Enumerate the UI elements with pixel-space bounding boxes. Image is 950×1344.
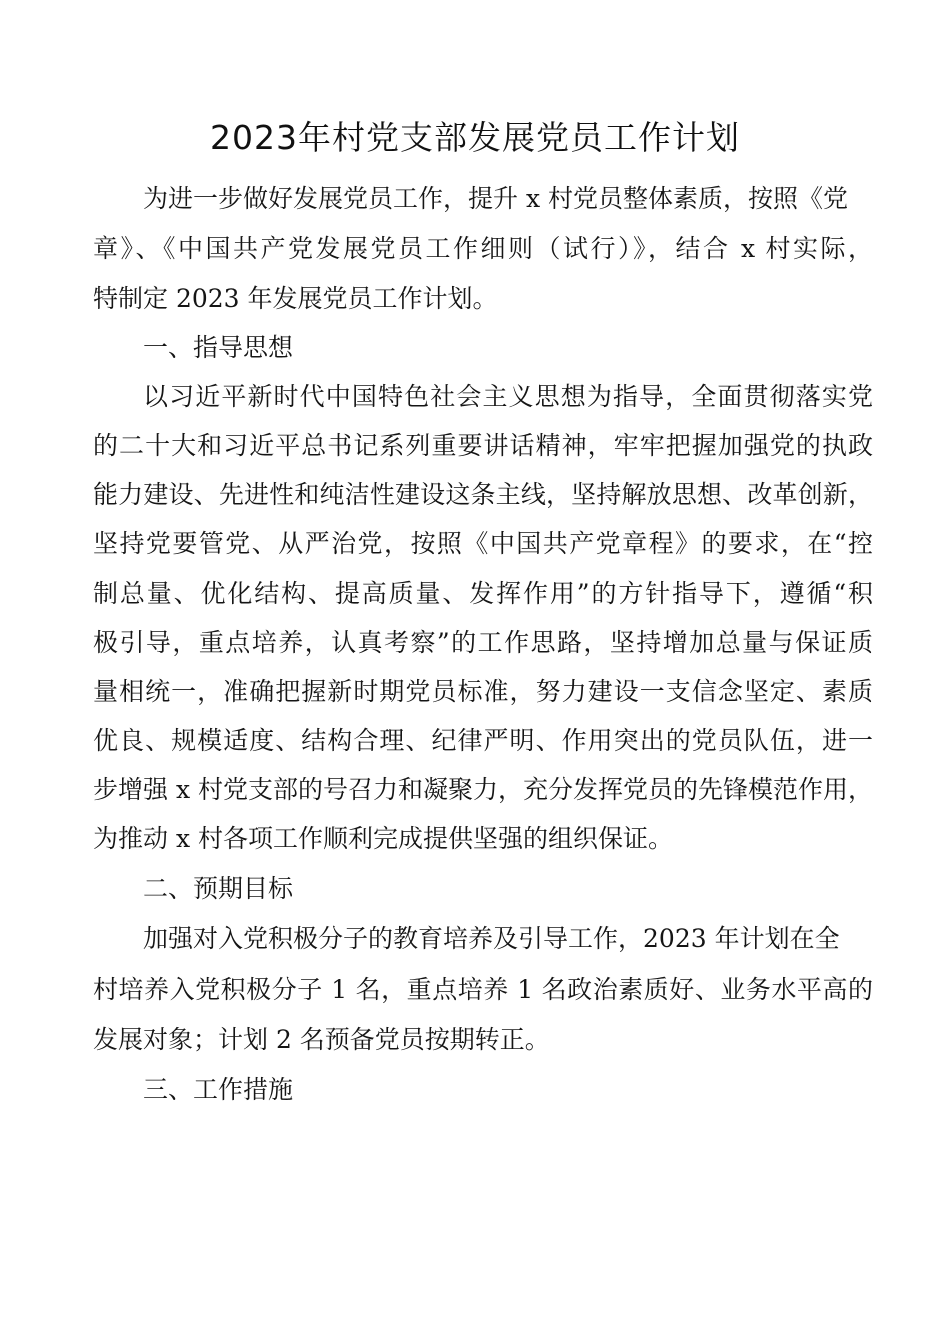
section1-line-6: 极引导，重点培养，认真考察”的工作思路，坚持增加总量与保证质	[93, 628, 873, 657]
section1-heading: 一、指导思想	[143, 333, 294, 362]
intro-line-2: 章》、《中国共产党发展党员工作细则（试行）》，结合 x 村实际，	[93, 234, 873, 263]
section1-line-4: 坚持党要管党、从严治党，按照《中国共产党章程》的要求，在“控	[93, 529, 873, 558]
intro-line-1: 为进一步做好发展党员工作，提升 x 村党员整体素质，按照《党	[143, 184, 848, 213]
section1-line-7: 量相统一，准确把握新时期党员标准，努力建设一支信念坚定、素质	[93, 677, 873, 706]
section1-line-9: 步增强 x 村党支部的号召力和凝聚力，充分发挥党员的先锋模范作用，	[93, 775, 873, 804]
section2-line-1: 加强对入党积极分子的教育培养及引导工作，2023 年计划在全	[143, 924, 840, 953]
section2-heading: 二、预期目标	[143, 874, 294, 903]
section1-line-8: 优良、规模适度、结构合理、纪律严明、作用突出的党员队伍，进一	[93, 726, 873, 755]
section3-heading: 三、工作措施	[143, 1075, 294, 1104]
document-title: 2023年村党支部发展党员工作计划	[210, 118, 740, 157]
section1-line-5: 制总量、优化结构、提高质量、发挥作用”的方针指导下，遵循“积	[93, 579, 873, 608]
section1-line-10: 为推动 x 村各项工作顺利完成提供坚强的组织保证。	[93, 824, 673, 853]
intro-line-3: 特制定 2023 年发展党员工作计划。	[93, 284, 498, 313]
section1-line-3: 能力建设、先进性和纯洁性建设这条主线，坚持解放思想、改革创新，	[93, 480, 873, 509]
section2-line-2: 村培养入党积极分子 1 名，重点培养 1 名政治素质好、业务水平高的	[93, 975, 873, 1004]
section1-line-1: 以习近平新时代中国特色社会主义思想为指导，全面贯彻落实党	[143, 382, 873, 411]
section2-line-3: 发展对象；计划 2 名预备党员按期转正。	[93, 1025, 550, 1054]
section1-line-2: 的二十大和习近平总书记系列重要讲话精神，牢牢把握加强党的执政	[93, 431, 873, 460]
